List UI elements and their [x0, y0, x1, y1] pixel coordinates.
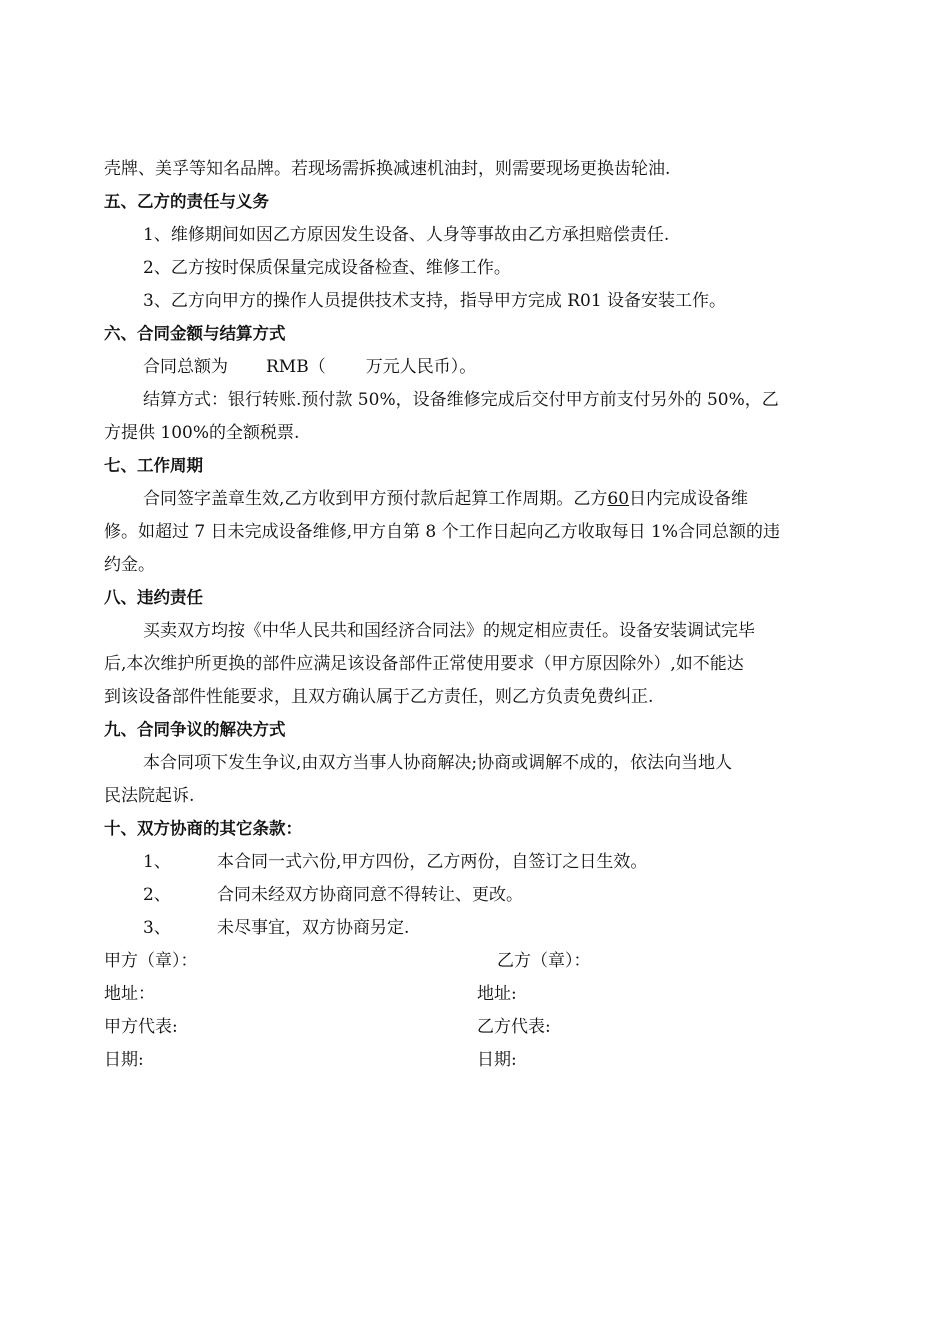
clause-text: 合同未经双方协商同意不得转让、更改。	[217, 885, 523, 905]
settlement-line-2: 方提供 100%的全额税票.	[104, 423, 300, 443]
work-period-text-end: 日内完成设备维	[629, 489, 749, 509]
section-heading-10: 十、双方协商的其它条款：	[104, 819, 302, 838]
clause-number: 2、	[143, 885, 171, 905]
party-b-representative-label: 乙方代表:	[477, 1017, 551, 1037]
clause-5-2: 2、乙方按时保质保量完成设备检查、维修工作。	[143, 258, 511, 278]
party-a-representative-label: 甲方代表:	[104, 1017, 178, 1037]
party-a-date-label: 日期:	[104, 1050, 144, 1070]
section-heading-7: 七、工作周期	[104, 456, 203, 475]
liability-line-1: 买卖双方均按《中华人民共和国经济合同法》的规定相应责任。设备安装调试完毕	[143, 621, 755, 641]
work-period-text: 合同签字盖章生效,乙方收到甲方预付款后起算工作周期。乙方	[143, 489, 608, 509]
contract-amount-line	[143, 356, 476, 378]
section-heading-6: 六、合同金额与结算方式	[104, 324, 286, 343]
settlement-line-1: 结算方式：银行转账.预付款 50%，设备维修完成后交付甲方前支付另外的 50%，乙	[143, 390, 779, 410]
party-b-date-label: 日期:	[477, 1050, 517, 1070]
clause-text: 本合同一式六份,甲方四份，乙方两份，自签订之日生效。	[217, 852, 648, 872]
currency-label: RMB（	[266, 357, 326, 377]
section-heading-5: 五、乙方的责任与义务	[104, 192, 269, 211]
section-heading-8: 八、违约责任	[104, 588, 203, 607]
dispute-line-2: 民法院起诉.	[104, 786, 195, 806]
contract-amount-label: 合同总额为	[143, 357, 228, 377]
liability-line-3: 到该设备部件性能要求，且双方确认属于乙方责任，则乙方负责免费纠正.	[104, 687, 654, 707]
clause-text: 未尽事宜，双方协商另定.	[217, 918, 410, 938]
clause-number: 1、	[143, 852, 171, 872]
work-period-line-3: 约金。	[104, 555, 155, 575]
party-b-seal-label: 乙方（章）：	[497, 951, 591, 971]
dispute-line-1: 本合同项下发生争议,由双方当事人协商解决;协商或调解不成的，依法向当地人	[143, 753, 733, 773]
work-period-line-2: 修。如超过 7 日未完成设备维修,甲方自第 8 个工作日起向乙方收取每日 1%合同总额的违	[104, 522, 781, 542]
liability-line-2: 后,本次维护所更换的部件应满足该设备部件正常使用要求（甲方原因除外）,如不能达	[104, 654, 744, 674]
clause-5-3: 3、乙方向甲方的操作人员提供技术支持，指导甲方完成 R01 设备安装工作。	[143, 291, 727, 311]
clause-number: 3、	[143, 918, 171, 938]
amount-unit: 万元人民币）。	[365, 357, 477, 377]
clause-5-1: 1、维修期间如因乙方原因发生设备、人身等事故由乙方承担赔偿责任.	[143, 225, 670, 245]
party-a-seal-label: 甲方（章）：	[104, 951, 198, 971]
work-days-value: 60	[607, 489, 630, 509]
section-heading-9: 九、合同争议的解决方式	[104, 720, 286, 739]
party-b-address-label: 地址:	[477, 984, 517, 1004]
paragraph-line: 壳牌、美孚等知名品牌。若现场需拆换减速机油封，则需要现场更换齿轮油.	[104, 159, 671, 179]
work-period-line-1	[143, 488, 748, 510]
party-a-address-label: 地址：	[104, 984, 155, 1004]
